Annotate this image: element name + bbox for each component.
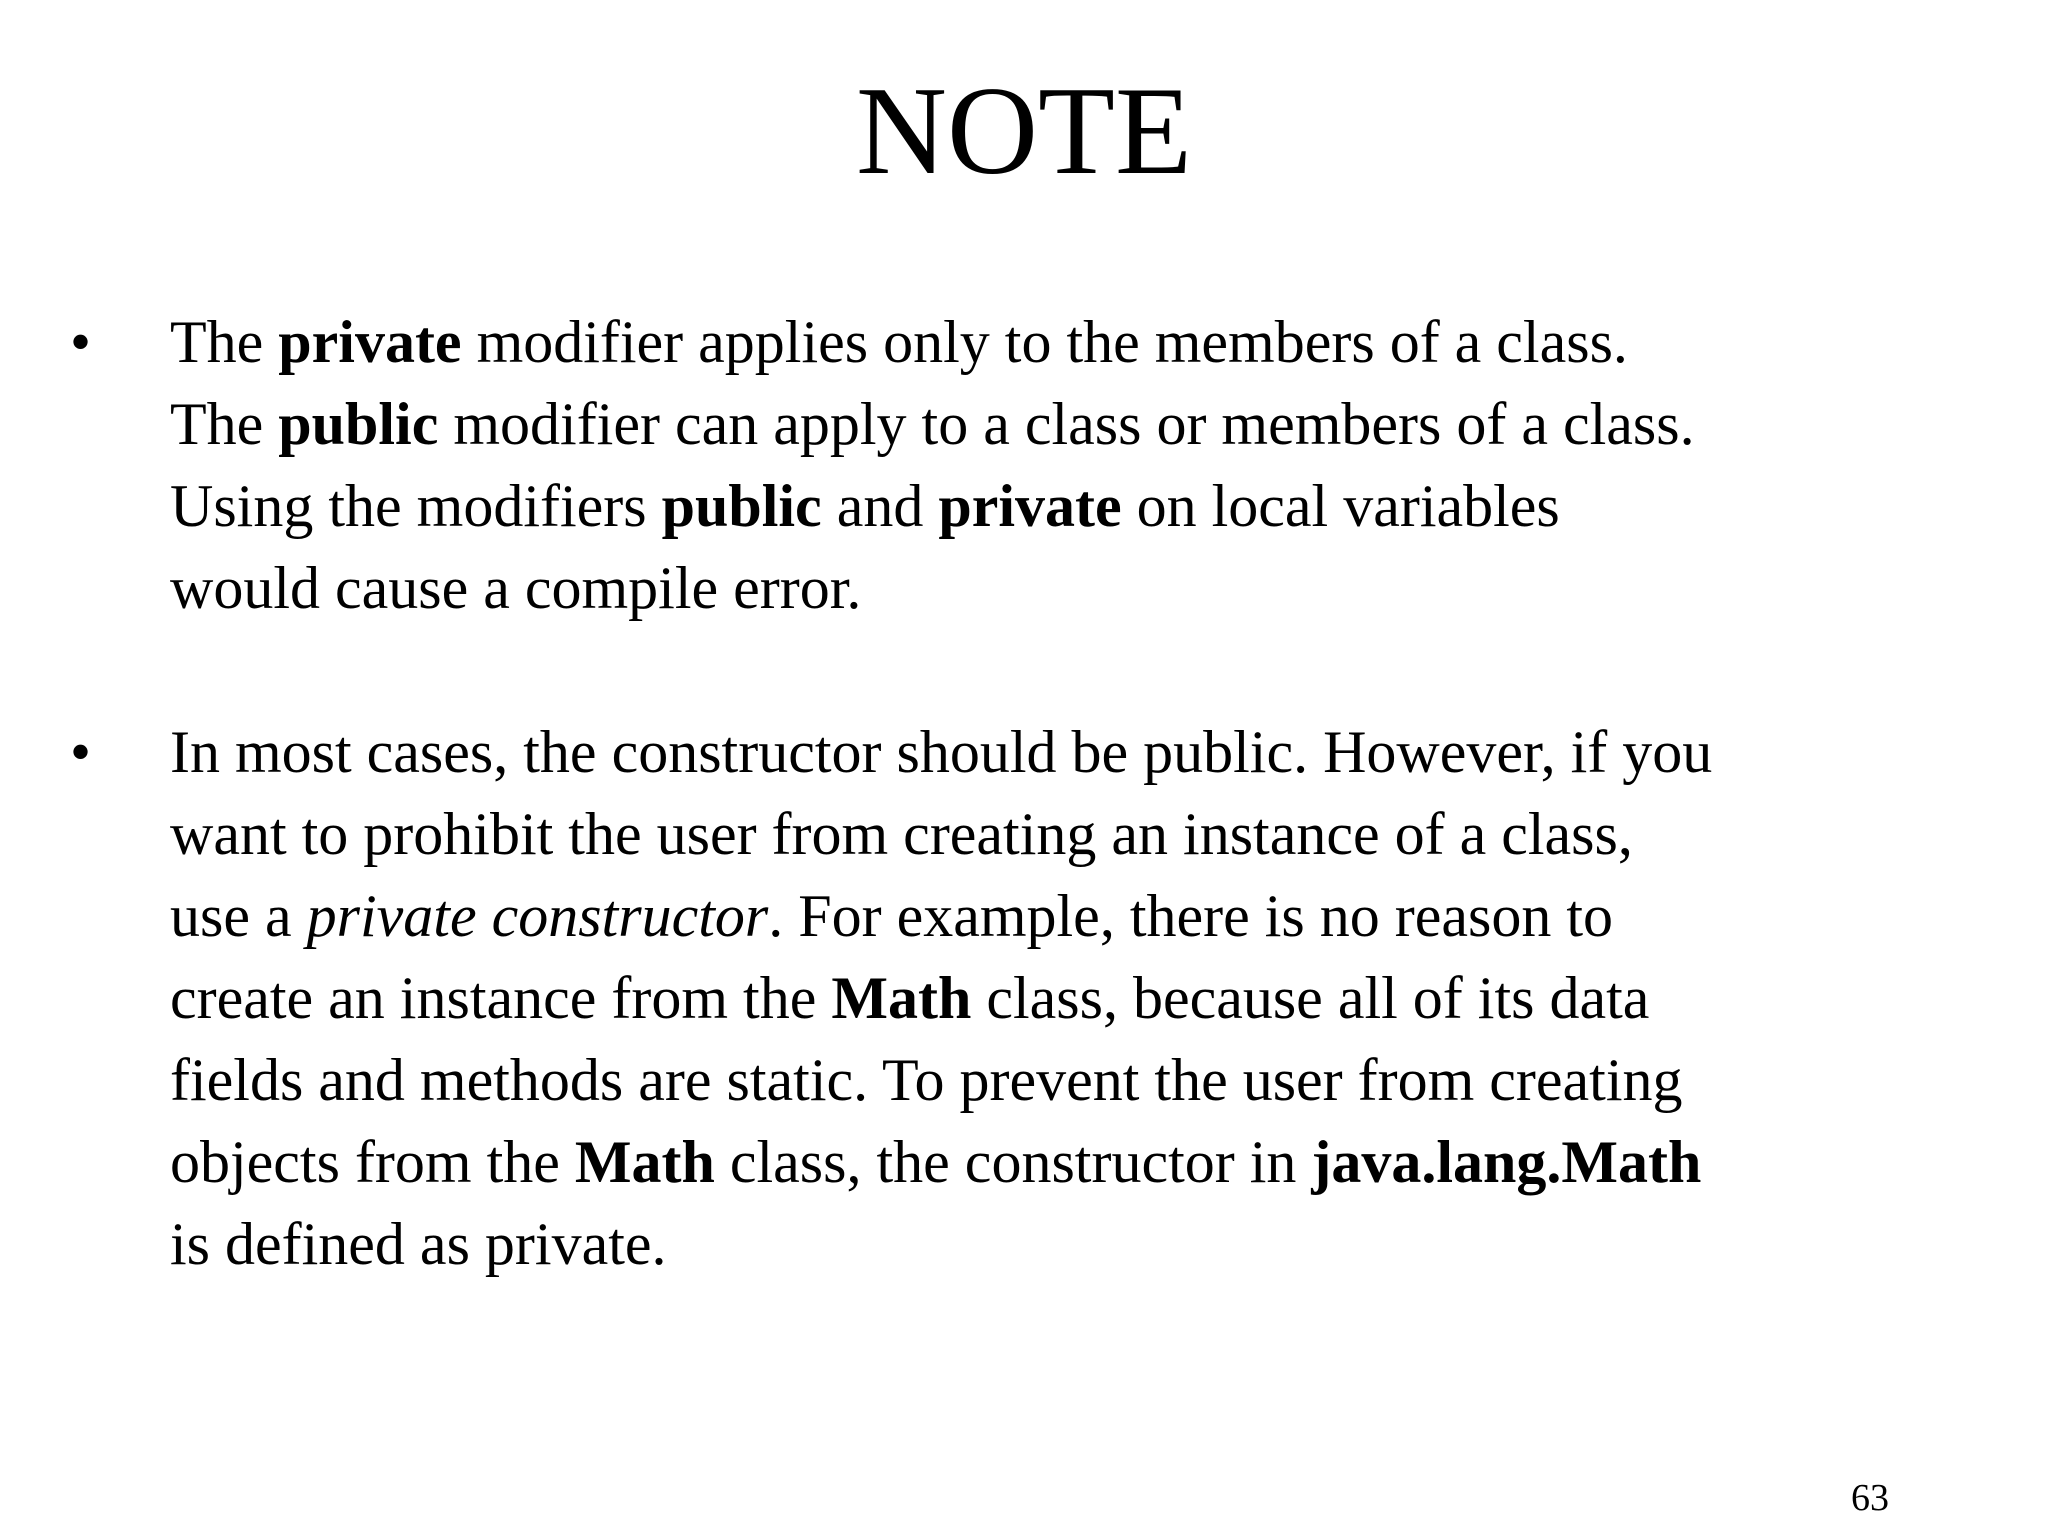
bullet-marker: • (70, 719, 92, 785)
text-line: In most cases, the constructor should be public. However, if you (170, 719, 1713, 785)
text-line: The public modifier can apply to a class or members of a class. (170, 391, 1695, 457)
text-line: Using the modifiers public and private on local variables (170, 473, 1560, 539)
text-line: want to prohibit the user from creating an instance of a class, (170, 801, 1633, 867)
keyword-public: public (278, 391, 439, 457)
bullet-text-1 (170, 301, 2010, 629)
keyword-math: Math (574, 1129, 715, 1195)
text-line: create an instance from the Math class, because all of its data (170, 965, 1650, 1031)
slide-title: NOTE (856, 62, 1192, 201)
text-line: use a private constructor. For example, there is no reason to (170, 883, 1614, 949)
page-number: 63 (1851, 1477, 1889, 1519)
bullet-marker: • (70, 309, 92, 375)
keyword-private: private (278, 309, 462, 375)
term-private-constructor: private constructor (306, 883, 769, 949)
keyword-math: Math (831, 965, 972, 1031)
keyword-java-lang-math: java.lang.Math (1311, 1129, 1702, 1195)
keyword-private: private (938, 473, 1122, 539)
text-line: would cause a compile error. (170, 555, 862, 621)
text-line: objects from the Math class, the constructor in java.lang.Math (170, 1129, 1702, 1195)
text-line: fields and methods are static. To prevent the user from creating (170, 1047, 1683, 1113)
text-line: is defined as private. (170, 1211, 667, 1277)
bullet-text-2 (170, 711, 2010, 1285)
text-line: The private modifier applies only to the members of a class. (170, 309, 1628, 375)
keyword-public: public (661, 473, 822, 539)
